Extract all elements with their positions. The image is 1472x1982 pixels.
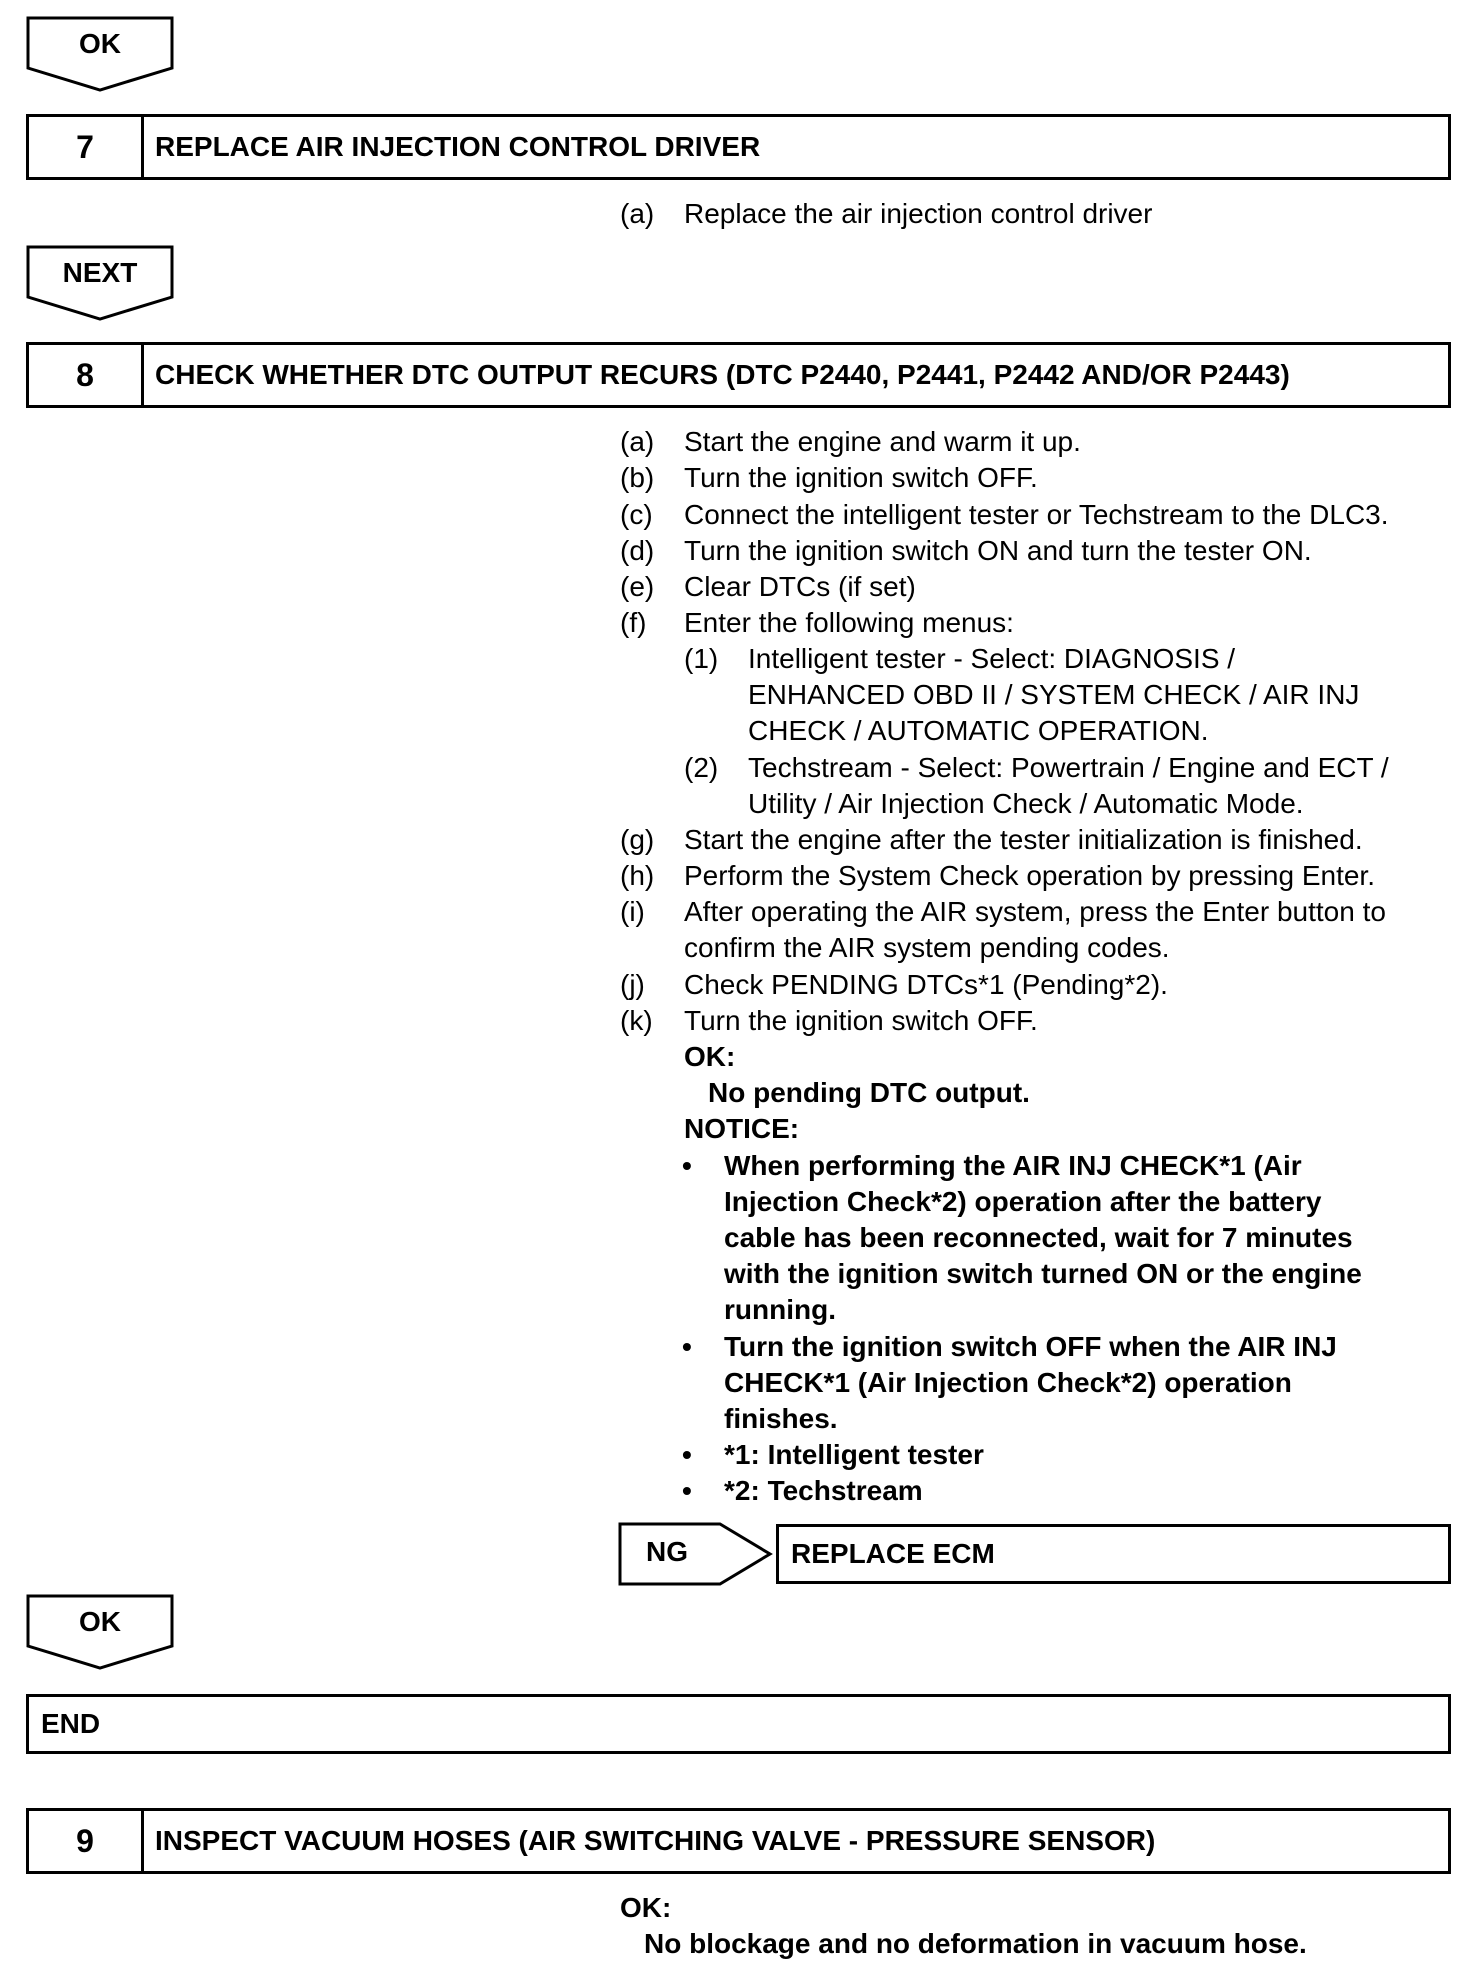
- ng-label: NG: [646, 1536, 688, 1567]
- replace-ecm-box: [776, 1524, 1451, 1584]
- step-9-header: [26, 1808, 1451, 1874]
- ok-label-top: OK: [79, 28, 121, 59]
- replace-ecm-label: REPLACE ECM: [791, 1538, 995, 1569]
- bullet-icon: •: [682, 1475, 692, 1506]
- step-8-title: CHECK WHETHER DTC OUTPUT RECURS (DTC P2440, P2441, P2442 AND/OR P2443): [155, 359, 1290, 390]
- step-8-header: [26, 342, 1451, 408]
- step-7-number: 7: [29, 117, 144, 177]
- step-9-title: INSPECT VACUUM HOSES (AIR SWITCHING VALVE - PRESSURE SENSOR): [155, 1825, 1156, 1856]
- next-label: NEXT: [62, 257, 138, 288]
- step-8-notice-heading: NOTICE:: [684, 1113, 800, 1144]
- step-9-ok-text: No blockage and no deformation in vacuum hose.: [644, 1928, 1307, 1959]
- end-box: [26, 1694, 1451, 1754]
- bullet-icon: •: [682, 1150, 692, 1181]
- step-9-ok-heading: OK:: [620, 1892, 672, 1923]
- ok-label-bottom: OK: [79, 1606, 121, 1637]
- step-8-ok-heading: OK:: [684, 1041, 736, 1072]
- step-8-ok-text: No pending DTC output.: [708, 1077, 1030, 1108]
- step-8-number: 8: [29, 345, 144, 405]
- step-9-number: 9: [29, 1811, 144, 1871]
- bullet-icon: •: [682, 1439, 692, 1470]
- end-label: END: [41, 1708, 101, 1739]
- step-7-header: [26, 114, 1451, 180]
- step-7-title: REPLACE AIR INJECTION CONTROL DRIVER: [155, 131, 761, 162]
- bullet-icon: •: [682, 1331, 692, 1362]
